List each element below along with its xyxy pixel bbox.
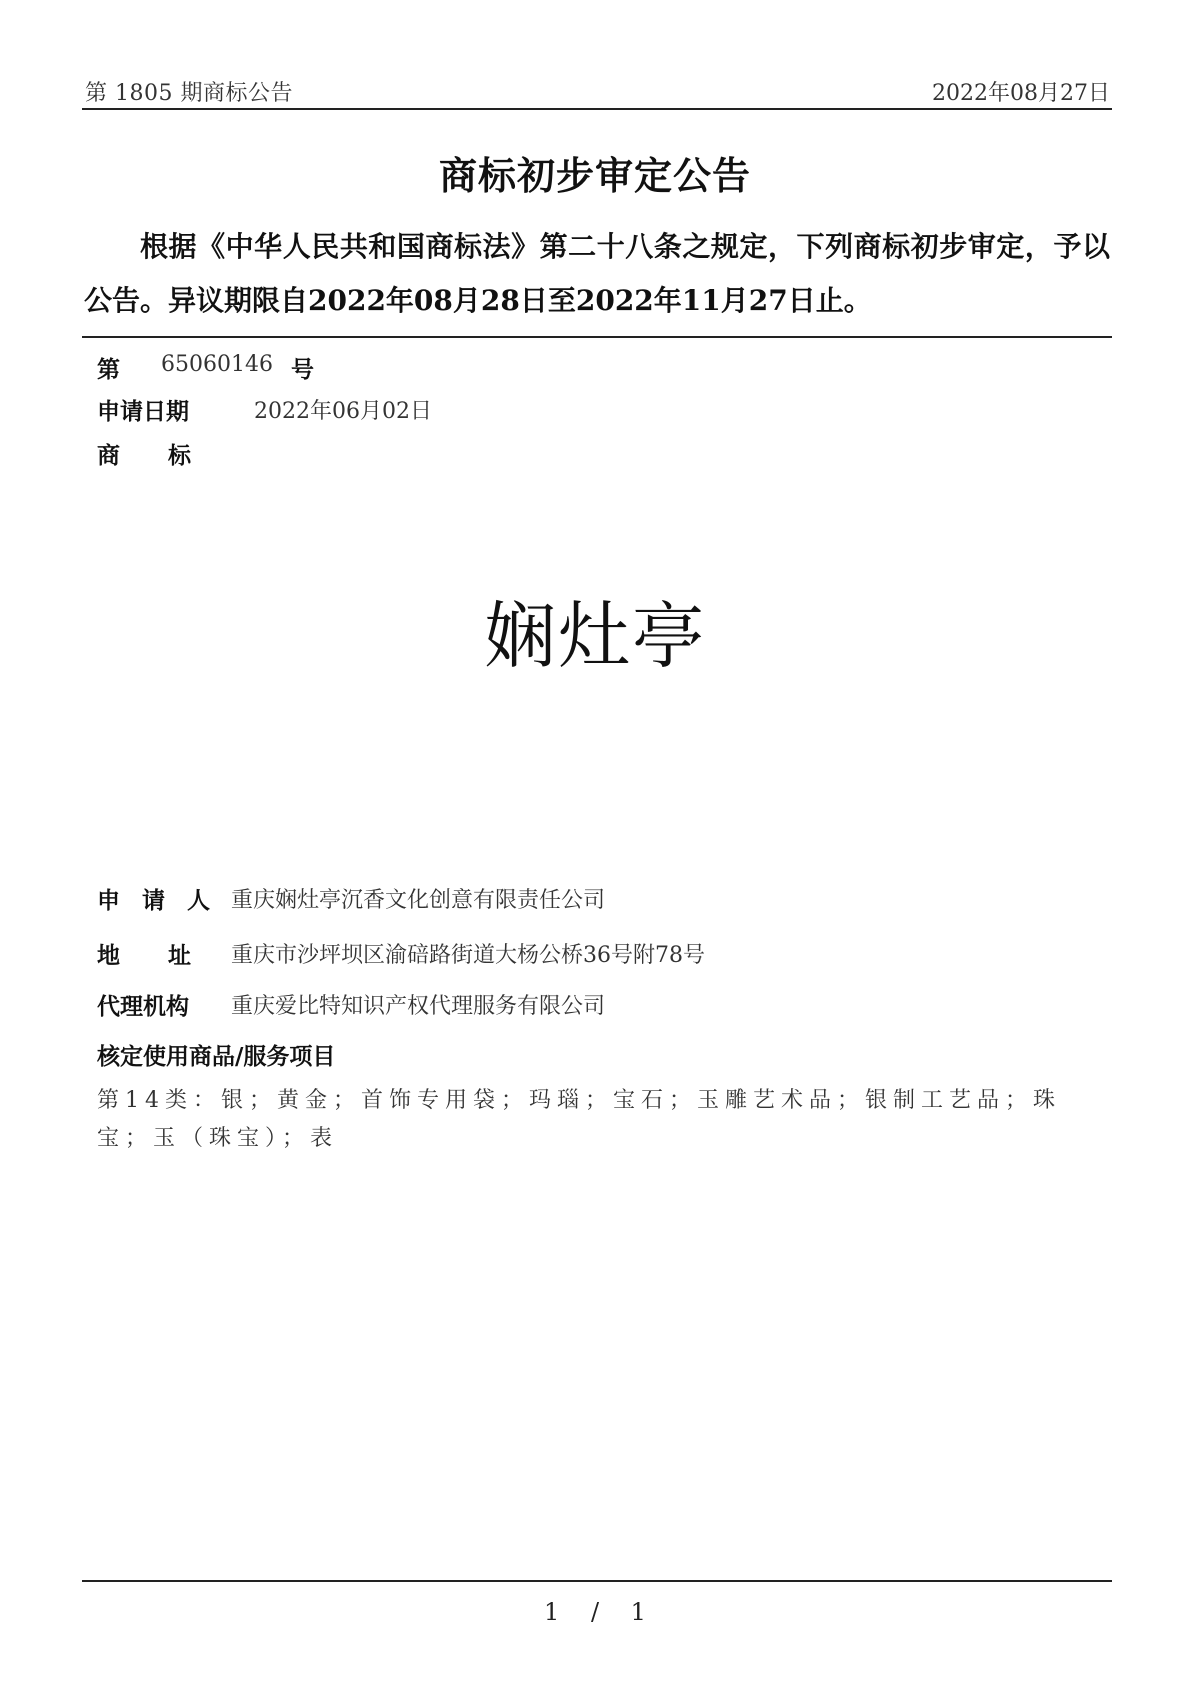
agent-label: 代理机构 — [97, 993, 189, 1020]
page-title: 商标初步审定公告 — [438, 153, 751, 198]
issue-number: 第 1805 期商标公告 — [85, 81, 293, 106]
footer-divider — [82, 1580, 1112, 1582]
address-label: 地址 — [97, 942, 239, 969]
header-divider — [82, 108, 1112, 110]
applicant-label: 申请人 — [97, 887, 232, 914]
goods-label: 核定使用商品/服务项目 — [97, 1043, 336, 1070]
application-date: 2022年06月02日 — [254, 399, 432, 424]
page-number: 1 / 1 — [544, 1598, 646, 1626]
publication-date: 2022年08月27日 — [932, 81, 1110, 106]
application-date-label: 申请日期 — [97, 398, 189, 425]
section-divider — [82, 336, 1112, 338]
applicant-name: 重庆娴灶亭沉香文化创意有限责任公司 — [231, 888, 606, 913]
number-suffix: 号 — [291, 356, 314, 383]
address: 重庆市沙坪坝区渝碚路街道大杨公桥36号附78号 — [231, 943, 705, 968]
trademark-text: 娴灶亭 — [483, 594, 706, 678]
goods-list: 第14类：银；黄金；首饰专用袋；玛瑙；宝石；玉雕艺术品；银制工艺品；珠宝；玉（珠宝）；表 — [97, 1088, 1061, 1151]
registration-number: 65060146 — [161, 352, 273, 377]
agent-name: 重庆爱比特知识产权代理服务有限公司 — [231, 994, 606, 1019]
number-prefix: 第 — [97, 356, 120, 383]
intro-paragraph: 根据《中华人民共和国商标法》第二十八条之规定，下列商标初步审定，予以公告。异议期限自2022年08月28日至2022年11月27日止。 — [84, 230, 1110, 317]
mark-label: 商标 — [97, 442, 239, 469]
